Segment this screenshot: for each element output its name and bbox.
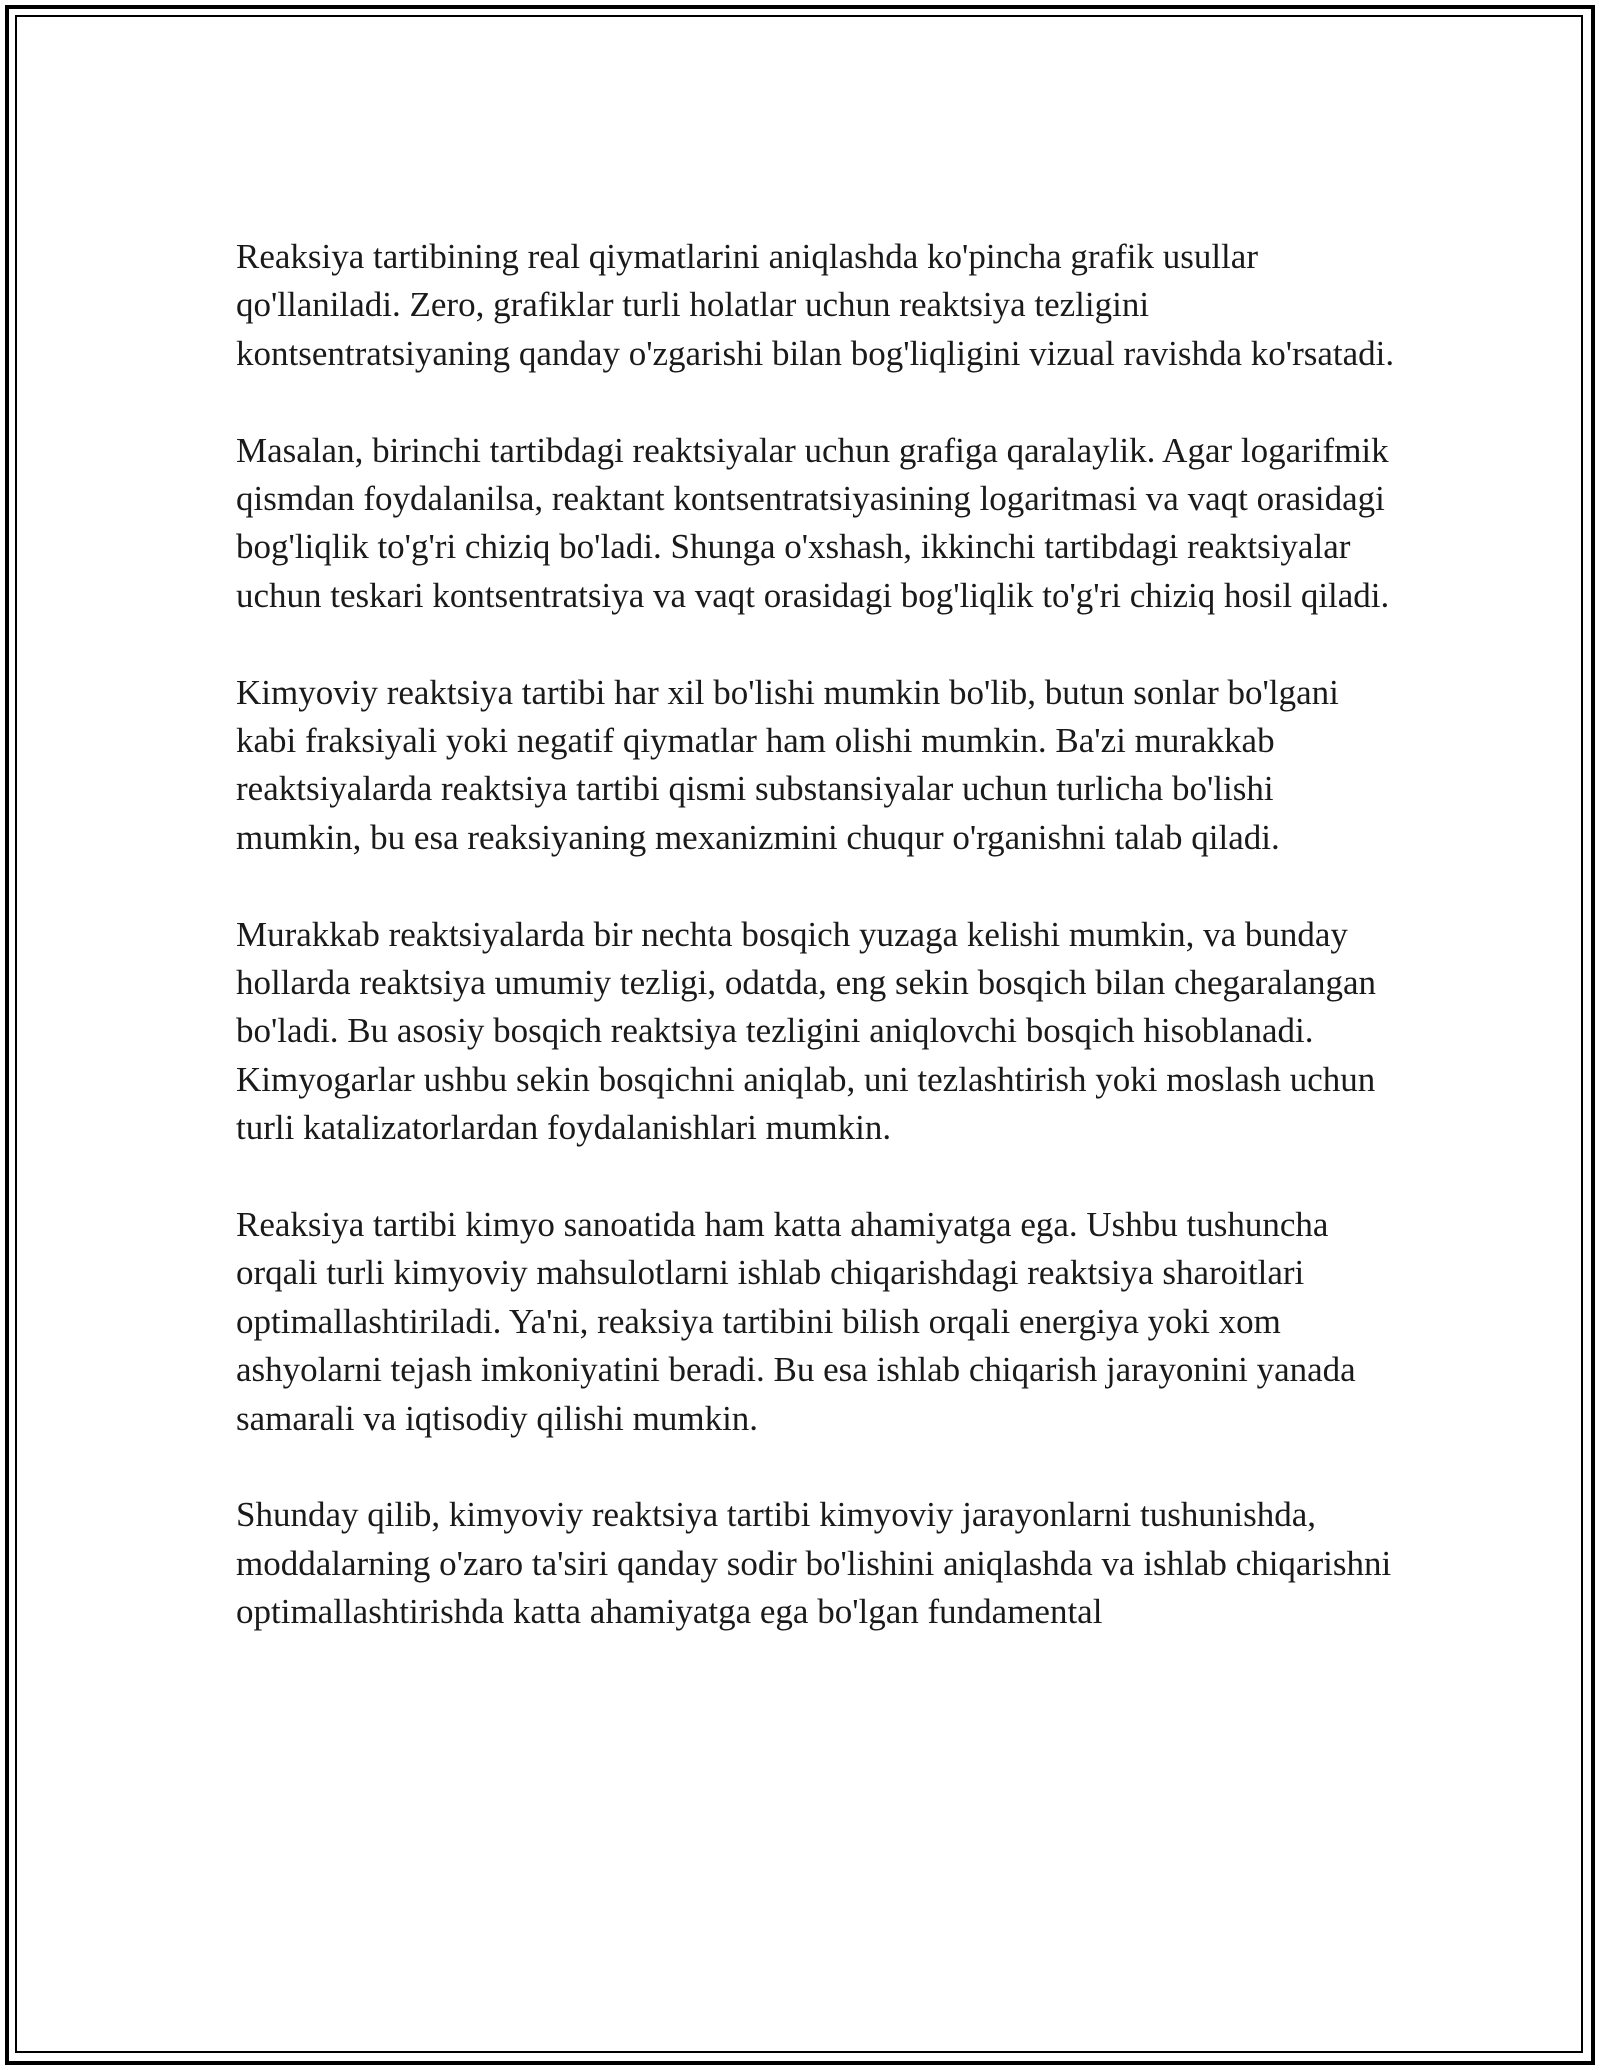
paragraph-3: Kimyoviy reaktsiya tartibi har xil bo'lishi mumkin bo'lib, butun sonlar bo'lgani kabi fraksiyali yoki negatif qiymatlar ham olishi mumkin. Ba'zi murakkab reaktsiyalarda reaktsiya tartibi qismi substansiyalar uchun turlicha bo'lishi mumkin, bu esa reaksiyaning mexanizmini chuqur o'rganishni talab qiladi. (236, 672, 1339, 857)
paragraph-1: Reaksiya tartibining real qiymatlarini aniqlashda ko'pincha grafik usullar qo'llaniladi. Zero, grafiklar turli holatlar uchun reaktsiya tezligini kontsentratsiyaning qanday o'zgarishi bilan bog'liqligini vizual ravishda ko'rsatadi. (236, 237, 1395, 373)
paragraph-2: Masalan, birinchi tartibdagi reaktsiyalar uchun grafiga qaralaylik. Agar logarifmik qismdan foydalanilsa, reaktant kontsentratsiyasining logaritmasi va vaqt orasidagi bog'liqlik to'g'ri chiziq bo'ladi. Shunga o'xshash, ikkinchi tartibdagi reaktsiyalar uchun teskari kontsentratsiya va vaqt orasidagi bog'liqlik to'g'ri chiziq hosil qiladi. (236, 430, 1390, 615)
document-body (236, 233, 1396, 1685)
paragraph-6: Shunday qilib, kimyoviy reaktsiya tartibi kimyoviy jarayonlarni tushunishda, moddalarning o'zaro ta'siri qanday sodir bo'lishini aniqlashda va ishlab chiqarishni optimallashtirishda katta ahamiyatga ega bo'lgan fundamental (236, 1495, 1392, 1632)
paragraph-5: Reaksiya tartibi kimyo sanoatida ham katta ahamiyatga ega. Ushbu tushuncha orqali turli kimyoviy mahsulotlarni ishlab chiqarishdagi reaktsiya sharoitlari optimallashtiriladi. Ya'ni, reaksiya tartibini bilish orqali energiya yoki xom ashyolarni tejash imkoniyatini beradi. Bu esa ishlab chiqarish jarayonini yanada samarali va iqtisodiy qilishi mumkin. (236, 1205, 1356, 1438)
paragraph-4: Murakkab reaktsiyalarda bir nechta bosqich yuzaga kelishi mumkin, va bunday hollarda reaktsiya umumiy tezligi, odatda, eng sekin bosqich bilan chegaralangan bo'ladi. Bu asosiy bosqich reaktsiya tezligini aniqlovchi bosqich hisoblanadi. Kimyogarlar ushbu sekin bosqichni aniqlab, uni tezlashtirish yoki moslash uchun turli katalizatorlardan foydalanishlari mumkin. (236, 914, 1377, 1148)
